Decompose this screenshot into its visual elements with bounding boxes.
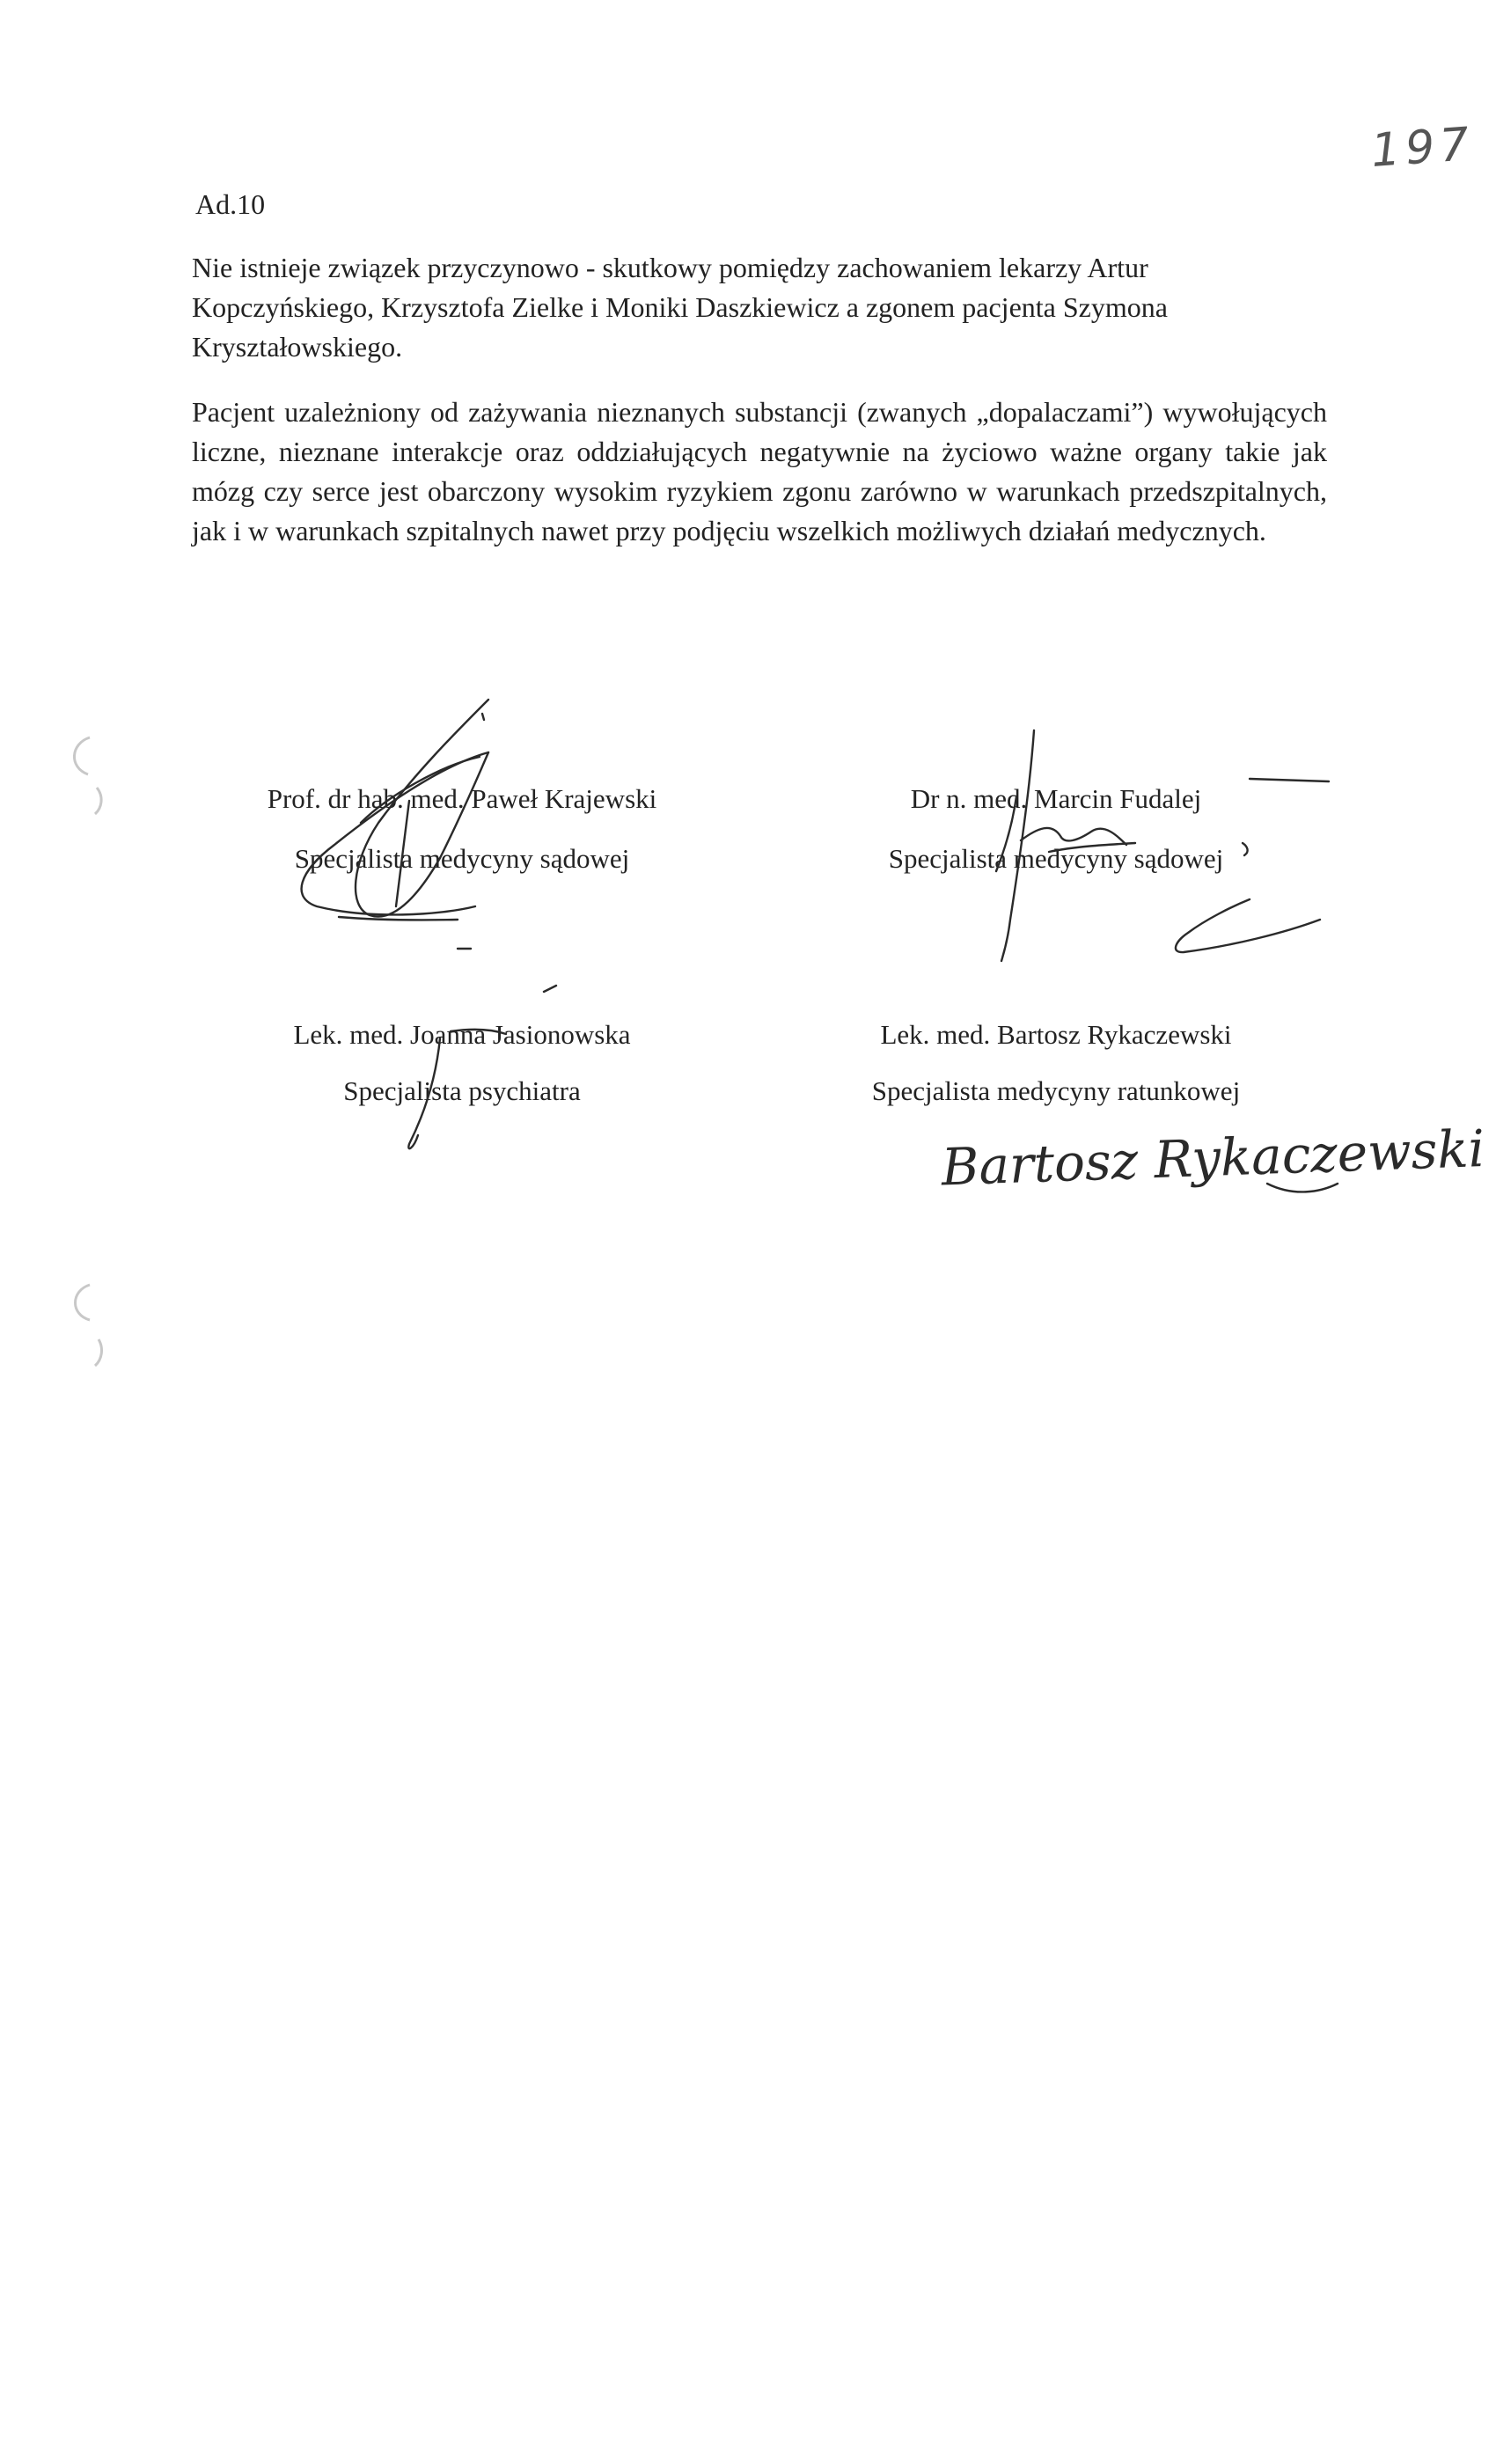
- section-heading: Ad.10: [195, 188, 266, 220]
- signatory-name-krajewski: Prof. dr hab. med. Paweł Krajewski: [267, 783, 657, 814]
- signatory-title-jasionowska: Specjalista psychiatra: [343, 1075, 581, 1106]
- handwritten-signature-text: Bartosz Rykaczewski: [940, 1118, 1486, 1198]
- paragraph-causality: Nie istnieje związek przyczynowo - skutkowy pomiędzy zachowaniem lekarzy Artur Kopczyńskiego, Krzysztofa Zielke i Moniki Daszkiewicz a zgonem pacjenta Szymona Kryształowskiego.: [192, 252, 1168, 363]
- signatory-name-rykaczewski: Lek. med. Bartosz Rykaczewski: [880, 1019, 1232, 1050]
- punch-holes: [74, 737, 101, 1366]
- signatory-title-rykaczewski: Specjalista medycyny ratunkowej: [871, 1075, 1241, 1106]
- punch-hole-mark: [95, 1339, 101, 1366]
- signatory-name-fudalej: Dr n. med. Marcin Fudalej: [910, 783, 1202, 814]
- paragraph-patient: Pacjent uzależniony od zażywania nieznanych substancji (zwanych „dopalaczami”) wywołujących liczne, nieznane interakcje oraz oddziałujących negatywnie na życiowo ważne organy takie jak mózg czy serce jest obarczony wysokim ryzykiem zgonu zarówno w warunkach przedszpitalnych, jak i w warunkach szpitalnych nawet przy podjęciu wszelkich możliwych działań medycznych.: [192, 396, 1327, 546]
- page-number: 197: [1369, 117, 1477, 179]
- signature-rykaczewski: [940, 1118, 1486, 1198]
- punch-hole-mark: [74, 737, 90, 774]
- signature-krajewski: [302, 700, 488, 949]
- punch-hole-mark: [76, 1285, 91, 1320]
- signatory-title-fudalej: Specjalista medycyny sądowej: [888, 843, 1224, 874]
- signatory-name-jasionowska: Lek. med. Joanna Jasionowska: [293, 1019, 631, 1050]
- signature-jasionowska: [408, 986, 556, 1148]
- punch-hole-mark: [95, 788, 101, 814]
- signatory-title-krajewski: Specjalista medycyny sądowej: [294, 843, 630, 874]
